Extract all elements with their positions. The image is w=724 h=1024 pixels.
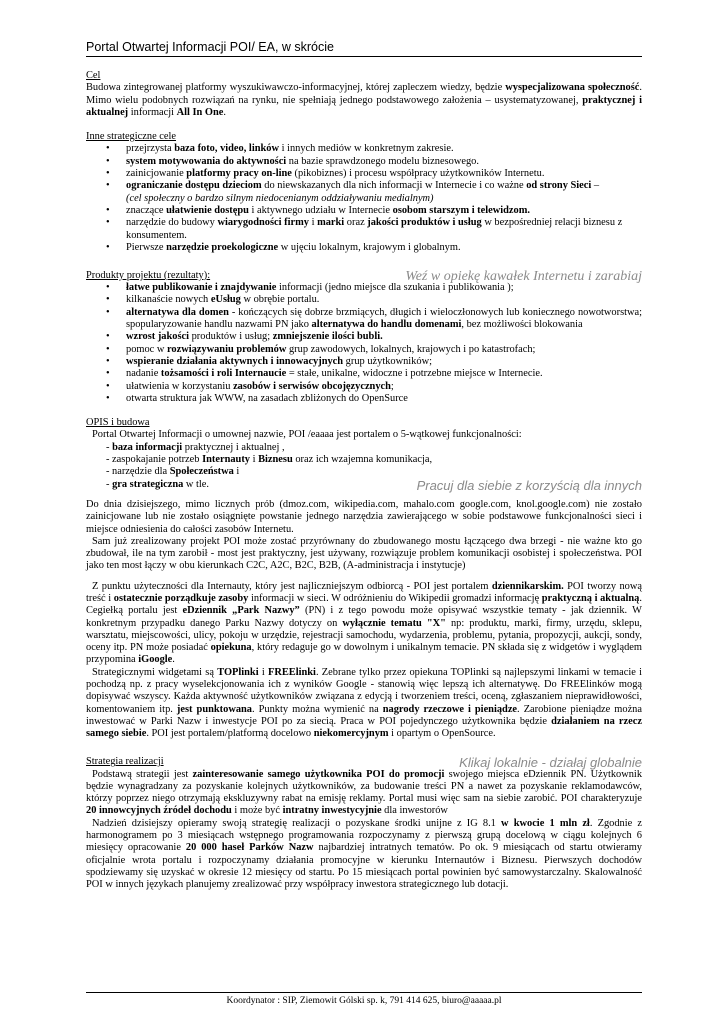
slogan: Klikaj lokalnie - działaj globalnie bbox=[459, 755, 642, 771]
page-header bbox=[86, 40, 642, 57]
list-item: • kilkanaście nowych eUsług w obrębie portalu. bbox=[86, 294, 642, 306]
opis-intro: Portal Otwartej Informacji o umownej nazwie, POI /eaaaa jest portalem o 5-wątkowej funkcjonalności: bbox=[92, 429, 522, 441]
list-item: • narzędzie do budowy wiarygodności firmy i marki oraz jakości produktów i usług w bezpośredniej relacji biznesu z konsumentem. bbox=[86, 217, 642, 242]
list-item: - zaspokajanie potrzeb Internauty i Biznesu oraz ich wzajemna komunikacja, bbox=[106, 454, 433, 466]
strategia-paragraph-2: Nadzień dzisiejszy opieramy swoją strategię realizacji o pozyskane środki unijne z IG 8.1 w kwocie 1 mln zł. Zgodnie z harmonogramem po 3 miesiącach wstępnego programowania rozpoczynamy z pierwszą grupą docelową w ciągu kolejnych 6 miesięcy opracowanie 20 000 haseł Parków Nazw najbardziej intratnych tematów. Po ok. 9 miesiącach od startu otwieramy oficjalnie wrota portalu i rozpoczynamy działania promocyjne w kierunku Internautów i Biznesu. Pierwszych dochodów spodziewamy się uzyskać w okresie 12 miesięcy od startu. Po 15 miesiącach portal powinien być samowystarczalny. Skalowalność POI w innych językach planujemy zrealizować przy współpracy inwestora strategicznego lub dotacji. bbox=[86, 817, 642, 891]
list-item: • nadanie tożsamości i roli Internaucie = stałe, unikalne, widoczne i potrzebne miejsce w Internecie. bbox=[86, 368, 642, 380]
slogan: Pracuj dla siebie z korzyścią dla innych bbox=[416, 477, 642, 493]
list-item: • otwarta struktura jak WWW, na zasadach zbliżonych do OpenSurce bbox=[86, 393, 642, 405]
section-heading-inne-cele: Inne strategiczne cele bbox=[86, 131, 176, 143]
produkty-heading-row bbox=[86, 264, 642, 282]
section-heading-produkty: Produkty projektu (rezultaty): bbox=[86, 269, 211, 281]
list-item: • łatwe publikowanie i znajdywanie informacji (jedno miejsce dla szukania i publikowania ); bbox=[86, 282, 642, 294]
list-item: • Pierwsze narzędzie proekologiczne w ujęciu lokalnym, krajowym i globalnym. bbox=[86, 242, 642, 254]
list-item: • wspieranie działania aktywnych i innowacyjnych grup użytkowników; bbox=[86, 356, 642, 368]
cel-paragraph: Budowa zintegrowanej platformy wyszukiwawczo-informacyjnej, której zapleczem wiedzy, będzie wyspecjalizowana społeczność. Mimo wielu podobnych rozwiązań na rynku, nie spełniają jednego podstawowego założenia – usystematyzowanej, praktycznej i aktualnej informacji All In One. bbox=[86, 82, 642, 118]
goals-list bbox=[86, 143, 642, 254]
list-item: • pomoc w rozwiązywaniu problemów grup zawodowych, lokalnych, krajowych i po katastrofach; bbox=[86, 344, 642, 356]
products-list bbox=[86, 282, 642, 405]
list-item: • zainicjowanie platformy pracy on-line (pikobiznes) i procesu współpracy użytkowników Internetu. bbox=[86, 168, 642, 180]
section-heading-strategia: Strategia realizacji bbox=[86, 756, 164, 768]
opis-paragraph-1: Do dnia dzisiejszego, mimo licznych prób (dmoz.com, wikipedia.com, mahalo.com google.com, knol.google.com) nie zostało zainicjowane lub nie zostało osiągnięte powstanie jednego narzędzia zawierającego w sobie podstawowe funkcjonalności sieci i miejsce odniesienia do całości zasobów Internetu. bbox=[86, 498, 642, 535]
functionality-list bbox=[86, 442, 642, 491]
document-body bbox=[86, 70, 642, 892]
page-footer bbox=[86, 992, 642, 1006]
list-item: • ułatwienia w korzystaniu zasobów i serwisów obcojęzycznych; bbox=[86, 381, 642, 393]
list-item: - baza informacji praktycznej i aktualnej , bbox=[106, 441, 285, 453]
list-item: • system motywowania do aktywności na bazie sprawdzonego modelu biznesowego. bbox=[86, 156, 642, 168]
strategia-paragraph-1: Podstawą strategii jest zainteresowanie samego użytkownika POI do promocji swojego miejsca eDziennik PN. Użytkownik będzie wynagradzany za pozyskanie kolejnych użytkowników, za budowanie treści PN a nawet za pozyskanie reklamodawców, którzy poprzez niego otrzymają ekskluzywny rabat na emisję reklamy. Portal musi więc sam na siebie zarobić. POI charakteryzuje 20 innowcyjnych źródeł dochodu i może być intratny inwestycyjnie dla inwestorów bbox=[86, 768, 643, 817]
opis-paragraph-2: Sam już zrealizowany projekt POI może zostać przyrównany do zbudowanego mostu łączącego dwa brzegi - nie ważne kto go zbudował, ile na tym zarobił - most jest praktyczny, jest używany, rozwiązuje problem komunikacji osobistej i społeczeństwa. POI jako ten most łączy w obu kierunkach C2C, A2C, B2C, B2B, (A-administracja i instytucje) bbox=[86, 535, 642, 572]
slogan: Weź w opiekę kawałek Internetu i zarabiaj bbox=[405, 268, 642, 284]
header-title: Portal Otwartej Informacji POI/ EA, w skrócie bbox=[86, 40, 334, 54]
goal-note: (cel społeczny o bardzo silnym niedocenianym oddziaływaniu medialnym) bbox=[126, 192, 434, 204]
section-heading-cel: Cel bbox=[86, 70, 101, 81]
list-item: • przejrzysta baza foto, video, linków i innych mediów w konkretnym zakresie. bbox=[86, 143, 642, 155]
opis-paragraph-3: Z punktu użyteczności dla Internauty, który jest najliczniejszym odbiorcą - POI jest portalem dziennikarskim. POI tworzy nową treść i ostatecznie porządkuje zasoby informacji w sieci. W odróżnieniu do Wikipedii gromadzi informację praktyczną i aktualną. Cegiełką portalu jest eDziennik „Park Nazwy” (PN) i z tego powodu może opisywać wszystkie tematy - jak dziennik. W konkretnym przypadku danego Parku Nazwy dotyczy on wyłącznie tematu "X" np: produktu, marki, firmy, urzędu, sklepu, warsztatu, miejscowości, ulicy, pokoju w urzędzie, rejestracji samochodu, wydarzenia, problemu, pytania, propozycji, aukcji, sondy, oceny itp. PN może posiadać opiekuna, który redaguje go w dowolnym i unikalnym temacie. PN składa się z widgetów i wyglądem przypomina iGoogle. bbox=[86, 580, 642, 666]
list-item: • wzrost jakości produktów i usług; zmniejszenie ilości bubli. bbox=[86, 331, 642, 343]
footer-text: Koordynator : SIP, Ziemowit Gólski sp. k, 791 414 625, biuro@aaaaa.pl bbox=[226, 996, 502, 1006]
section-heading-opis: OPIS i budowa bbox=[86, 417, 150, 429]
list-item: • alternatywa dla domen - kończących się dobrze brzmiących, długich i wieloczłonowych lub koniecznego nowotworstwa; spopularyzowanie handlu nazwami PN jako alternatywa do handlu domenami, bez możliwości blokowania bbox=[86, 307, 642, 332]
list-item: - narzędzie dla Społeczeństwa i bbox=[106, 466, 240, 478]
list-item: • znaczące ułatwienie dostępu i aktywnego udziału w Internecie osobom starszym i telewidzom. bbox=[86, 205, 642, 217]
list-item: - gra strategiczna w tle. Pracuj dla siebie z korzyścią dla innych bbox=[106, 477, 642, 493]
opis-paragraph-4: Strategicznymi widgetami są TOPlinki i FREElinki. Zebrane tylko przez opiekuna TOPlinki są najlepszymi linkami w temacie i pochodzą np. z pracy wyselekcjonowania ich z wyników Google - stanowią więc lepszą ich alternatywę. Do FREElinków mogą dopisywać wszyscy. Każda aktywność użytkowników związana z edycją i tworzeniem treści, oceną, zgłaszaniem nieprawidłowości, komentowaniem itp. jest punktowana. Punkty można wymienić na nagrody rzeczowe i pieniądze. Zarobione pieniądze można inwestować w Parki Nazw i inwestycje POI po za siecią. Praca w POI pojedynczego użytkownika będzie działaniem na rzecz samego siebie. POI jest portalem/platformą docelowo niekomercyjnym i opartym o OpenSource. bbox=[86, 666, 642, 740]
strategia-heading-row bbox=[86, 751, 642, 769]
list-item: • ograniczanie dostępu dzieciom do niewskazanych dla nich informacji w Internecie i co ważne od strony Sieci – (cel społeczny o bardzo silnym niedocenianym oddziaływaniu medialnym) bbox=[86, 180, 642, 205]
